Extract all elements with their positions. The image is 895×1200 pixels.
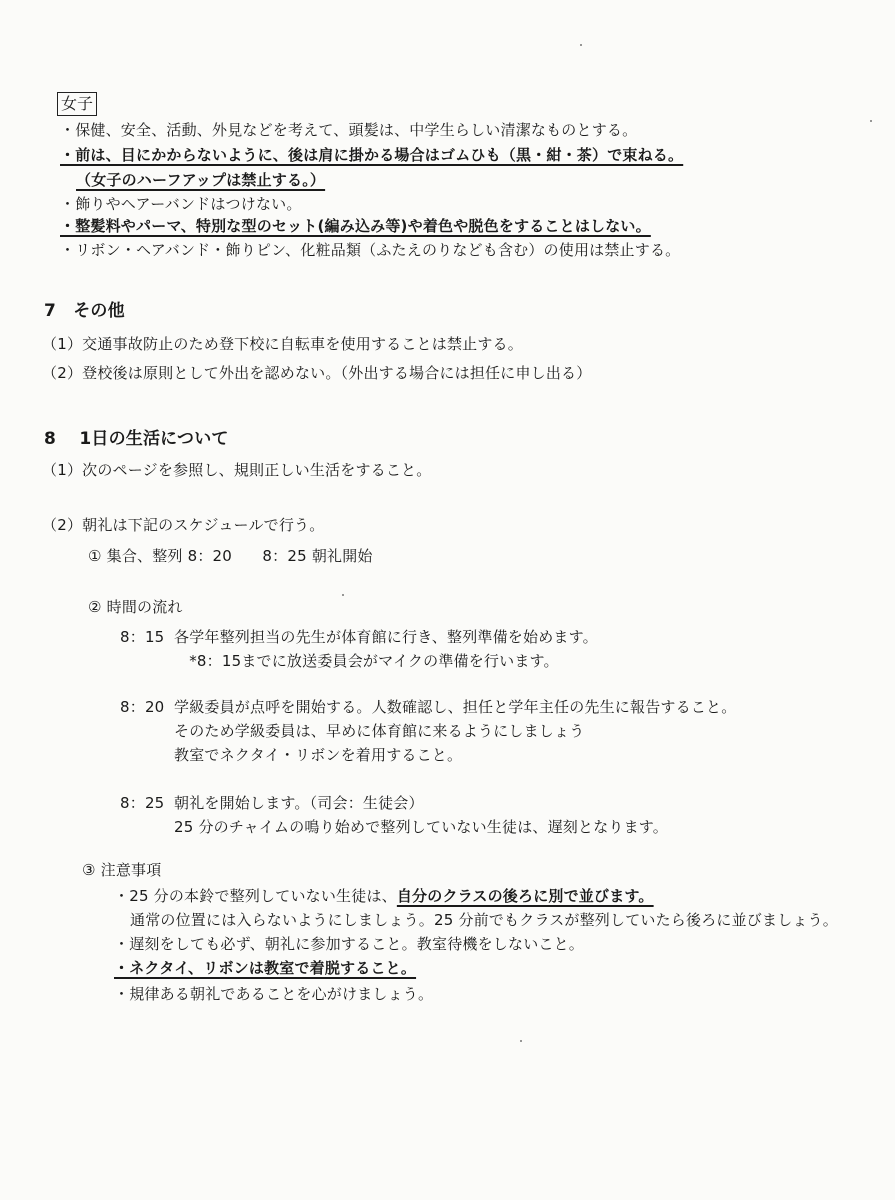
- section-8-item-1: （1）次のページを参照し、規則正しい生活をすること。: [42, 461, 432, 479]
- note-3: ・ネクタイ、リボンは教室で着脱すること。: [114, 959, 417, 977]
- flow-time: 8：20: [120, 698, 165, 716]
- flow-time: 8：15: [120, 628, 165, 646]
- note-1-text: ・25 分の本鈴で整列していない生徒は、: [114, 887, 397, 905]
- girls-rule-2-note: （女子のハーフアップは禁止する。）: [76, 171, 326, 189]
- section-8-title: 8 1日の生活について: [44, 429, 229, 449]
- section-7-item-1: （1）交通事故防止のため登下校に自転車を使用することは禁止する。: [42, 335, 523, 353]
- note-1-cont: 通常の位置には入らないようにしましょう。25 分前でもクラスが整列していたら後ろに並びましょう。: [130, 911, 839, 929]
- flow-line: 各学年整列担当の先生が体育館に行き、整列準備を始めます。: [174, 628, 598, 646]
- note-4: ・規律ある朝礼であることを心がけましょう。: [114, 985, 434, 1003]
- flow-line: 学級委員が点呼を開始する。人数確認し、担任と学年主任の先生に報告すること。: [174, 698, 737, 716]
- flow-line: 朝礼を開始します。（司会：生徒会）: [174, 794, 424, 812]
- girls-rule-3: ・飾りやヘアーバンドはつけない。: [60, 195, 302, 213]
- scan-speck: [870, 120, 872, 122]
- flow-time: 8：25: [120, 794, 165, 812]
- flow-line: 教室でネクタイ・リボンを着用すること。: [174, 746, 463, 764]
- girls-rule-5: ・リボン・ヘアバンド・飾りピン、化粧品類（ふたえのりなども含む）の使用は禁止する。: [60, 241, 681, 259]
- scan-speck: [342, 594, 344, 596]
- flow-line: そのため学級委員は、早めに体育館に来るようにしましょう: [174, 722, 585, 740]
- scan-speck: [580, 44, 582, 46]
- note-1-emphasis: 自分のクラスの後ろに別で並びます。: [396, 887, 654, 905]
- assembly-time: ① 集合、整列 8：20 8：25 朝礼開始: [88, 547, 373, 565]
- scan-speck: [520, 1040, 522, 1042]
- notes-heading: ③ 注意事項: [82, 861, 162, 879]
- note-1: [114, 886, 654, 906]
- girls-rule-4: ・整髪料やパーマ、特別な型のセット(編み込み等)や着色や脱色をすることはしない。: [60, 217, 651, 235]
- section-7-item-2: （2）登校後は原則として外出を認めない。（外出する場合には担任に申し出る）: [42, 364, 592, 382]
- girls-rule-1: ・保健、安全、活動、外見などを考えて、頭髪は、中学生らしい清潔なものとする。: [60, 121, 638, 139]
- flow-line: 25 分のチャイムの鳴り始めで整列していない生徒は、遅刻となります。: [174, 818, 669, 836]
- girls-label-box: [57, 92, 97, 116]
- flow-line: *8：15までに放送委員会がマイクの準備を行います。: [174, 652, 559, 670]
- section-7-title: 7 その他: [44, 301, 125, 321]
- section-8-item-2: （2）朝礼は下記のスケジュールで行う。: [42, 516, 325, 534]
- girls-rule-2: ・前は、目にかからないように、後は肩に掛かる場合はゴムひも（黒・紺・茶）で束ねる。: [60, 146, 684, 164]
- time-flow-heading: ② 時間の流れ: [88, 598, 183, 616]
- girls-label: 女子: [61, 94, 94, 113]
- note-2: ・遅刻をしても必ず、朝礼に参加すること。教室待機をしないこと。: [114, 935, 585, 953]
